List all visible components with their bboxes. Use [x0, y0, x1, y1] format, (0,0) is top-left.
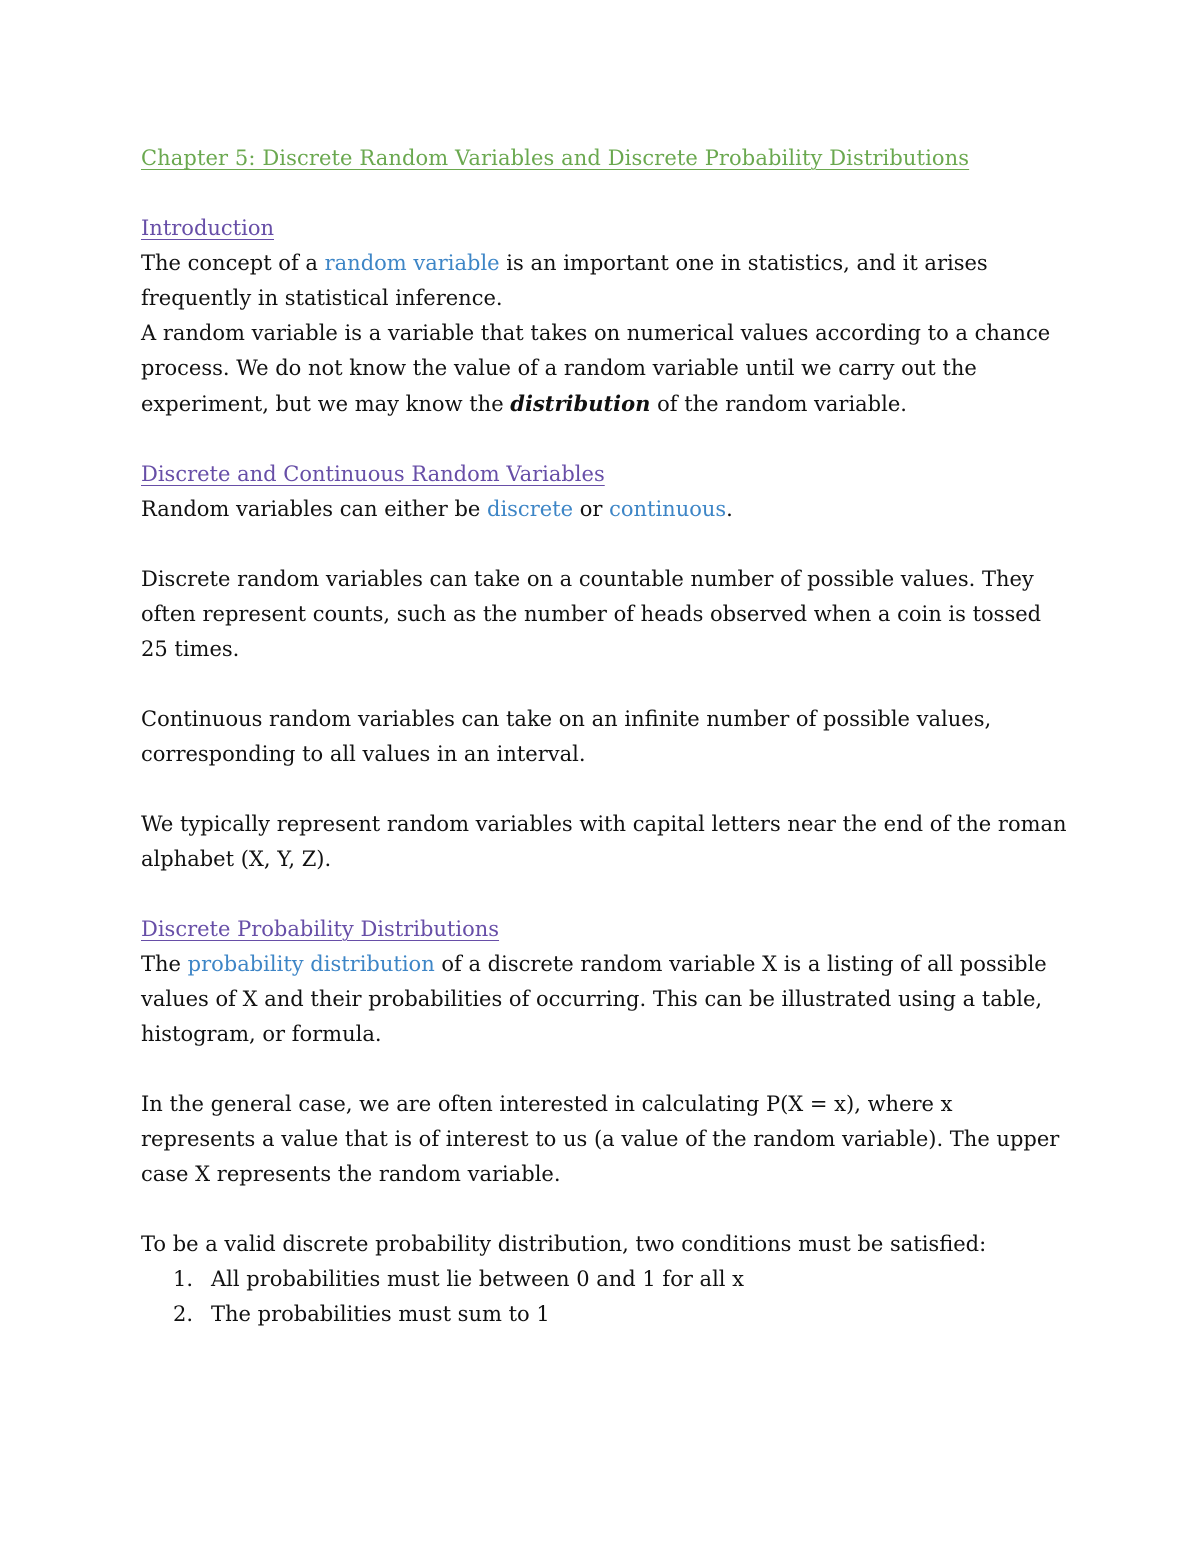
intro-paragraph-2 — [141, 316, 1071, 422]
text-run: The concept of a — [141, 251, 325, 275]
heading-discrete-continuous: Discrete and Continuous Random Variables — [141, 462, 605, 486]
list-item-text: The probabilities must sum to 1 — [211, 1302, 550, 1326]
spacer — [141, 877, 1071, 912]
dc-paragraph-1 — [141, 492, 1071, 527]
spacer — [141, 772, 1071, 807]
term-continuous: continuous — [609, 497, 727, 521]
list-number: 2. — [173, 1302, 194, 1326]
text-run: . — [726, 497, 733, 521]
dist-paragraph-3: To be a valid discrete probability distribution, two conditions must be satisfied: — [141, 1232, 987, 1256]
text-run: of a discrete random variable X is a listing of all possible values of X and their probabilities of occurring. This can be illustrated using a table, histogram, or formula. — [141, 952, 1047, 1046]
heading-introduction: Introduction — [141, 216, 274, 240]
dist-paragraph-1 — [141, 947, 1071, 1052]
conditions-list — [141, 1262, 1071, 1332]
text-run: A random variable is a variable that takes on numerical values according to a chance process. We do not know the value of a random variable until we carry out the experiment, but we may know the — [141, 321, 1051, 416]
term-random-variable: random variable — [324, 251, 500, 275]
text-run: The — [141, 952, 188, 976]
text-run: or — [573, 497, 610, 521]
text-run: is an important one in statistics, and it arises frequently in statistical inference. — [141, 251, 988, 310]
term-probability-distribution: probability distribution — [187, 952, 435, 976]
list-number: 1. — [173, 1267, 194, 1291]
dc-paragraph-2: Discrete random variables can take on a countable number of possible values. They often represent counts, such as the number of heads observed when a coin is tossed 25 times. — [141, 567, 1042, 661]
spacer — [141, 527, 1071, 562]
list-item — [141, 1297, 1071, 1332]
dist-paragraph-2: In the general case, we are often interested in calculating P(X = x), where x represents a value that is of interest to us (a value of the random variable). The upper case X represents the random variable. — [141, 1092, 1060, 1186]
spacer — [141, 1192, 1071, 1227]
chapter-title: Chapter 5: Discrete Random Variables and Discrete Probability Distributions — [141, 146, 970, 170]
dc-paragraph-4: We typically represent random variables with capital letters near the end of the roman alphabet (X, Y, Z). — [141, 812, 1067, 871]
heading-discrete-probability-distributions: Discrete Probability Distributions — [141, 917, 500, 941]
text-run: of the random variable. — [650, 392, 907, 416]
spacer — [141, 667, 1071, 702]
text-run: Random variables can either be — [141, 497, 487, 521]
list-item — [141, 1262, 1071, 1297]
document-body — [141, 141, 1071, 1332]
spacer — [141, 176, 1071, 211]
term-discrete: discrete — [487, 497, 574, 521]
intro-paragraph-1 — [141, 246, 1071, 316]
spacer — [141, 422, 1071, 457]
dc-paragraph-3: Continuous random variables can take on an infinite number of possible values, corresponding to all values in an interval. — [141, 707, 992, 766]
emphasis-distribution: distribution — [510, 391, 651, 416]
spacer — [141, 1052, 1071, 1087]
list-item-text: All probabilities must lie between 0 and 1 for all x — [211, 1267, 745, 1291]
